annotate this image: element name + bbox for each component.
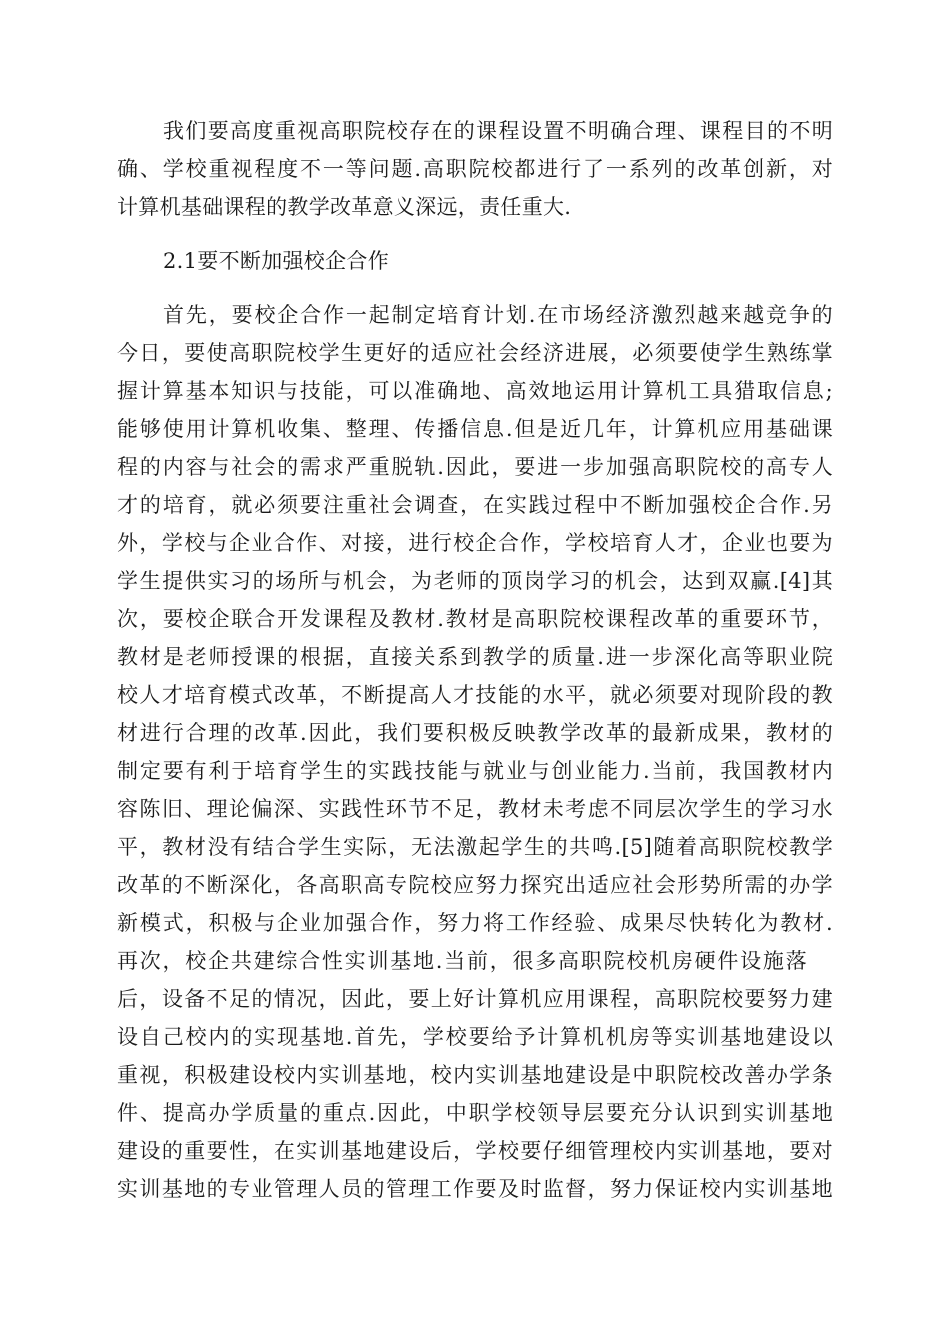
paragraph-2-line-16: 改革的不断深化，各高职高专院校应努力探究出适应社会形势所需的办学 xyxy=(117,873,833,897)
paragraph-2-line-4: 能够使用计算机收集、整理、传播信息.但是近几年，计算机应用基础课 xyxy=(117,417,833,441)
paragraph-2-line-17: 新模式，积极与企业加强合作，努力将工作经验、成果尽快转化为教材. xyxy=(117,911,833,935)
paragraph-2-line-23: 建设的重要性，在实训基地建设后，学校要仔细管理校内实训基地，要对 xyxy=(117,1139,833,1163)
paragraph-2-line-9: 次，要校企联合开发课程及教材.教材是高职院校课程改革的重要环节， xyxy=(117,607,833,631)
paragraph-2-line-12: 材进行合理的改革.因此，我们要积极反映教学改革的最新成果，教材的 xyxy=(117,721,833,745)
paragraph-2-line-22: 件、提高办学质量的重点.因此，中职学校领导层要充分认识到实训基地 xyxy=(117,1101,833,1125)
paragraph-1-line-1: 我们要高度重视高职院校存在的课程设置不明确合理、课程目的不明 xyxy=(163,119,833,143)
paragraph-2-line-2: 今日，要使高职院校学生更好的适应社会经济进展，必须要使学生熟练掌 xyxy=(117,341,833,365)
paragraph-2-line-15: 平，教材没有结合学生实际，无法激起学生的共鸣.[5]随着高职院校教学 xyxy=(117,835,833,859)
paragraph-2-line-1: 首先，要校企合作一起制定培育计划.在市场经济激烈越来越竞争的 xyxy=(163,303,833,327)
paragraph-1-line-2: 确、学校重视程度不一等问题.高职院校都进行了一系列的改革创新，对 xyxy=(117,157,833,181)
paragraph-2-line-8: 学生提供实习的场所与机会，为老师的顶岗学习的机会，达到双赢.[4]其 xyxy=(117,569,833,593)
paragraph-2-line-20: 设自己校内的实现基地.首先，学校要给予计算机机房等实训基地建设以 xyxy=(117,1025,833,1049)
paragraph-2-line-19: 后，设备不足的情况，因此，要上好计算机应用课程，高职院校要努力建 xyxy=(117,987,833,1011)
paragraph-2-line-24: 实训基地的专业管理人员的管理工作要及时监督，努力保证校内实训基地 xyxy=(117,1177,833,1201)
paragraph-2-line-6: 才的培育，就必须要注重社会调查，在实践过程中不断加强校企合作.另 xyxy=(117,493,833,517)
paragraph-1-line-3: 计算机基础课程的教学改革意义深远，责任重大. xyxy=(117,195,572,219)
paragraph-2-line-10: 教材是老师授课的根据，直接关系到教学的质量.进一步深化高等职业院 xyxy=(117,645,833,669)
paragraph-2-line-3: 握计算基本知识与技能，可以准确地、高效地运用计算机工具猎取信息; xyxy=(117,379,833,403)
paragraph-2-line-5: 程的内容与社会的需求严重脱轨.因此，要进一步加强高职院校的高专人 xyxy=(117,455,833,479)
section-heading-2-1: 2.1要不断加强校企合作 xyxy=(163,249,389,273)
paragraph-2-line-14: 容陈旧、理论偏深、实践性环节不足，教材未考虑不同层次学生的学习水 xyxy=(117,797,833,821)
paragraph-2-line-21: 重视，积极建设校内实训基地，校内实训基地建设是中职院校改善办学条 xyxy=(117,1063,833,1087)
paragraph-2-line-7: 外，学校与企业合作、对接，进行校企合作，学校培育人才，企业也要为 xyxy=(117,531,833,555)
paragraph-2-line-11: 校人才培育模式改革，不断提高人才技能的水平，就必须要对现阶段的教 xyxy=(117,683,833,707)
paragraph-2-line-13: 制定要有利于培育学生的实践技能与就业与创业能力.当前，我国教材内 xyxy=(117,759,833,783)
paragraph-2-line-18: 再次，校企共建综合性实训基地.当前，很多高职院校机房硬件设施落 xyxy=(117,949,807,973)
